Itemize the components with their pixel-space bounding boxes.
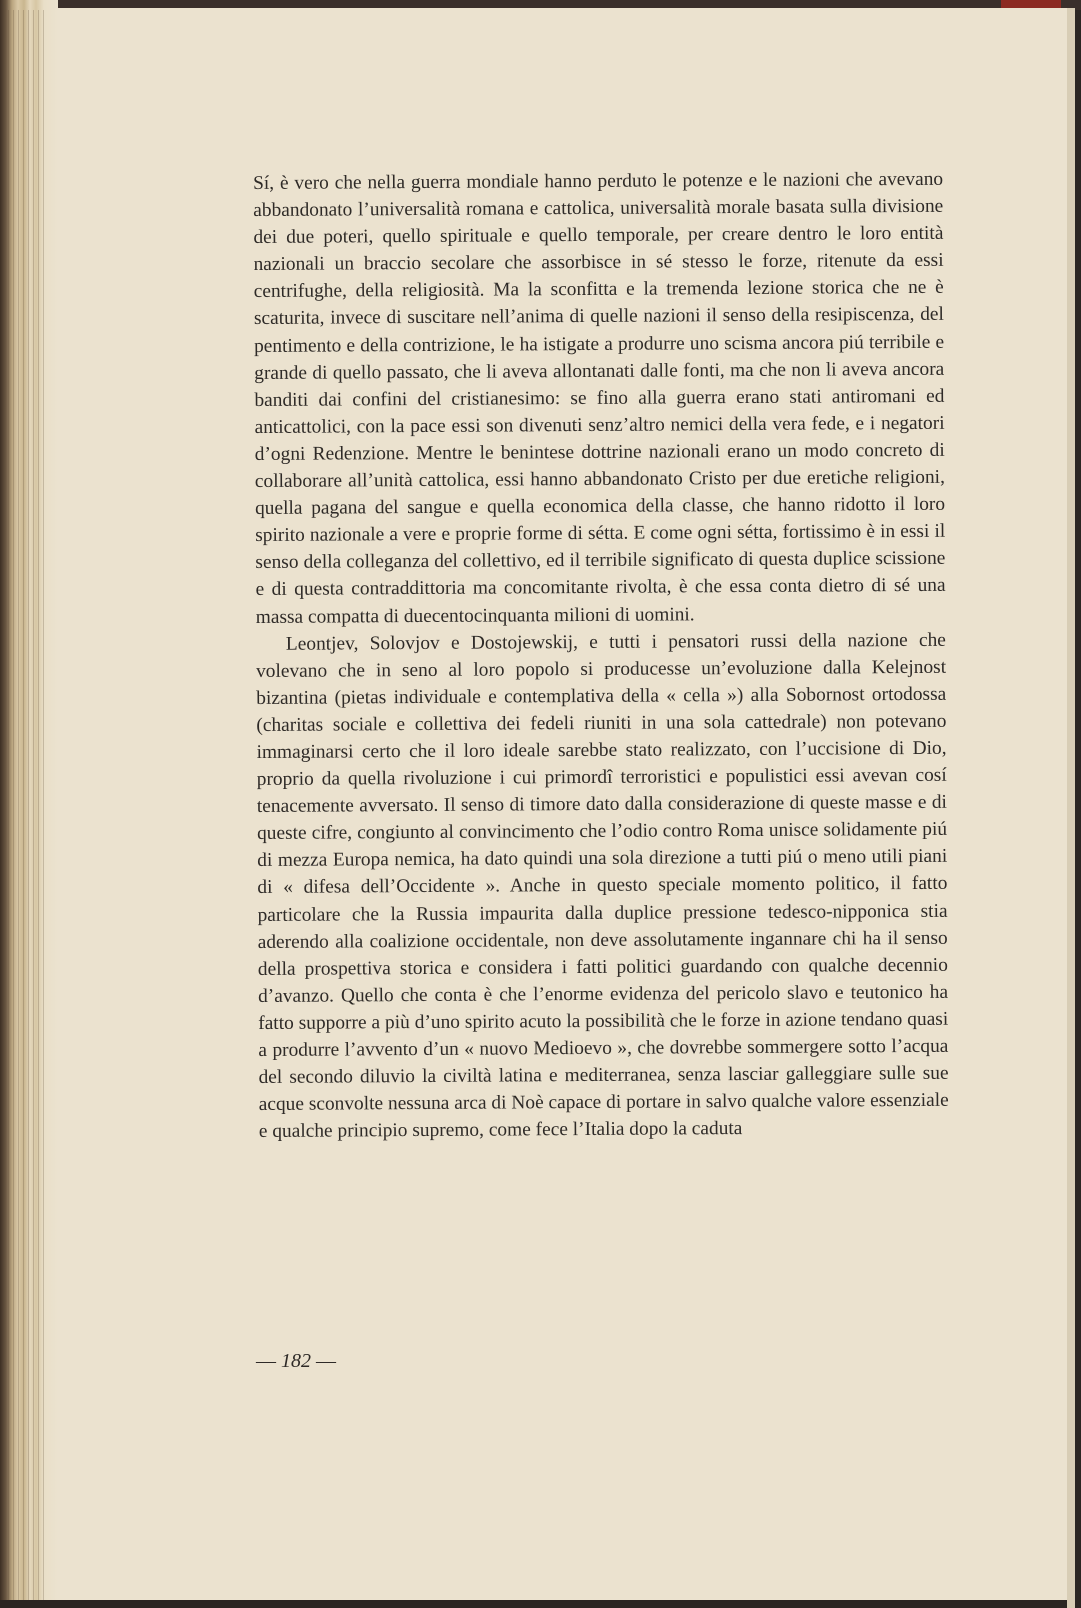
folio-dash-right: — xyxy=(316,1350,336,1372)
body-text xyxy=(253,166,949,1146)
page-edge xyxy=(1067,8,1075,1608)
red-ribbon xyxy=(1001,0,1061,8)
folio-dash-left: — xyxy=(256,1350,276,1372)
book-spine xyxy=(0,0,58,1600)
page-number xyxy=(256,1350,336,1373)
paragraph-2: Leontjev, Solovjov e Dostojewskij, e tutti i pensatori russi della nazione che volevano che in seno al loro popolo si producesse un’evoluzione dalla Kelejnost bizantina (pietas individuale e contemplativa della « cella ») alla Sobornost ortodossa (charitas sociale e collettiva dei fedeli riuniti in una sola cattedrale) non potevano immaginarsi certo che il loro ideale sarebbe stato realizzato, con l’uccisione di Dio, proprio da quella rivoluzione i cui primordî terroristici e populistici essi avevan cosí tenacemente avversato. Il senso di timore dato dalla considerazione di queste masse e di queste cifre, congiunto al convincimento che l’odio contro Roma unisce solidamente piú di mezza Europa nemica, ha dato quindi una sola direzione a tutti piú o meno utili piani di « difesa dell’Occidente ». Anche in questo speciale momento politico, il fatto particolare che la Russia impaurita dalla duplice pressione tedesco-nipponica stia aderendo alla coalizione occidentale, non deve assolutamente ingannare chi ha il senso della prospettiva storica e considera i fatti politici guardando con qualche decennio d’avanzo. Quello che conta è che l’enorme evidenza del pericolo slavo e teutonico ha fatto supporre a più d’uno spirito acuto la possibilità che le forze in azione tendano quasi a produrre l’avvento d’un « nuovo Medioevo », che dovrebbe sommergere sotto l’acqua del secondo diluvio la civiltà latina e mediterranea, senza lasciar galleggiare sulle sue acque sconvolte nessuna arca di Noè capace di portare in salvo qualche valore essenziale e qualche principio supremo, come fece l’Italia dopo la caduta xyxy=(255,629,949,1143)
folio-number: 182 xyxy=(281,1350,311,1372)
gutter-shading xyxy=(8,10,48,1600)
paragraph-1: Sí, è vero che nella guerra mondiale hanno perduto le potenze e le nazioni che avevano abbandonato l’universalità romana e cattolica, universalità morale basata sulla divisione dei due poteri, quello spirituale e quello temporale, per creare dentro le loro entità nazionali un braccio secolare che assorbisce in sé stesso le forze, ritenute da essi centrifughe, della religiosità. Ma la sconfitta e la tremenda lezione storica che ne è scaturita, invece di suscitare nell’anima di quelle nazioni il senso della resipiscenza, del pentimento e della contrizione, le ha istigate a produrre uno scisma ancora piú terribile e grande di quello passato, che li aveva allontanati dalle fonti, ma che non li aveva ancora banditi dai confini del cristianesimo: se fino alla guerra erano stati antiromani ed anticattolici, con la pace essi son divenuti senz’altro nemici della vera fede, e i negatori d’ogni Redenzione. Mentre le benintese dottrine nazionali erano un modo concreto di collaborare all’unità cattolica, essi hanno abbandonato Cristo per due eretiche religioni, quella pagana del sangue e quella economica della classe, che hanno ridotto il loro spirito nazionale a vere e proprie forme di sétta. E come ogni sétta, fortissimo è in essi il senso della colleganza del collettivo, ed il terribile significato di questa duplice scissione e di questa contraddittoria ma concomitante rivolta, è che essa conta dietro di sé una massa compatta di duecentocinquanta milioni di uomini. xyxy=(253,168,946,628)
